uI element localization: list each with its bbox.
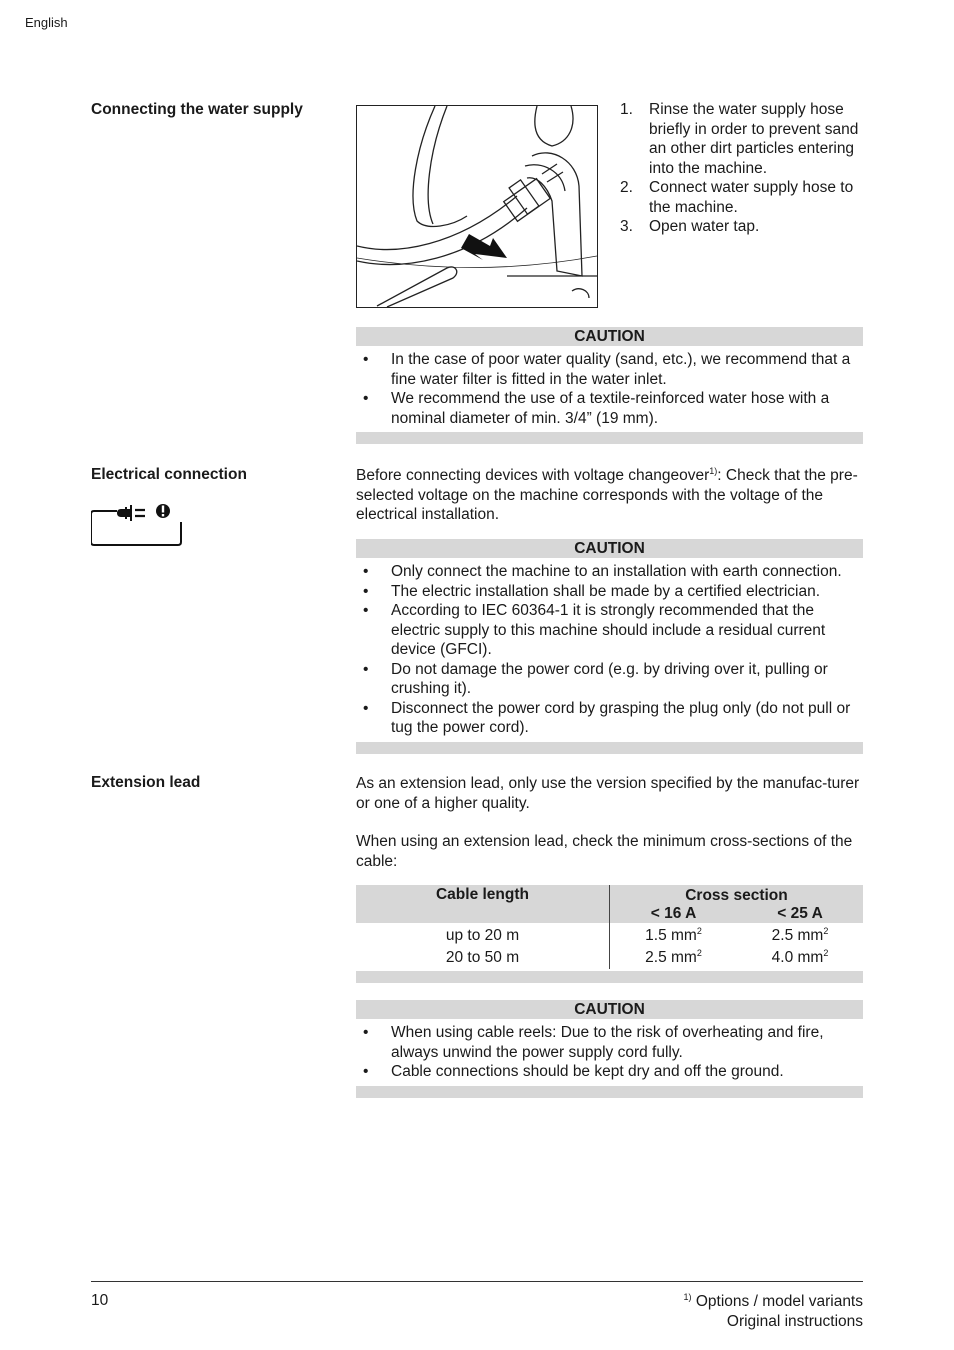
list-item: 3. Open water tap.	[620, 218, 760, 235]
caution-bottom-bar	[356, 1086, 863, 1098]
electrical-intro: Before connecting devices with voltage changeover$^{1)}$: Check that the pre-selected voltage on the machine corresponds with the voltage of the electrical installation.	[356, 466, 858, 523]
table-header-row	[356, 885, 863, 905]
list-item: • We recommend the use of a textile-reinforced water hose with a nominal diameter of min. 3/4” (19 mm).	[363, 390, 830, 427]
list-item: • In the case of poor water quality (sand, etc.), we recommend that a fine water filter is fitted in the water inlet.	[363, 351, 851, 388]
caution-list	[356, 346, 863, 432]
hose-connection-drawing	[357, 106, 597, 307]
caution-title: CAUTION	[356, 327, 863, 346]
section-heading-water-supply: Connecting the water supply	[91, 101, 303, 118]
list-item: • Do not damage the power cord (e.g. by driving over it, pulling or crushing it).	[363, 660, 828, 697]
arrow-icon	[461, 234, 507, 260]
section-heading-extension-lead: Extension lead	[91, 774, 201, 791]
list-item: • Disconnect the power cord by grasping the plug only (do not pull or tug the power cord).	[363, 699, 851, 736]
list-item: • Cable connections should be kept dry and off the ground.	[363, 1063, 784, 1080]
list-item: 2. Connect water supply hose to the machine.	[620, 179, 854, 216]
water-connection-illustration	[356, 105, 598, 308]
list-item: 1. Rinse the water supply hose briefly in order to prevent sand an other dirt particles entering into the machine.	[620, 101, 859, 177]
caution-box-electrical	[356, 539, 863, 754]
table-row: up to 20 m 1.5 $mm^2$ 2.5 $mm^2$	[356, 923, 863, 947]
caution-bottom-bar	[356, 432, 863, 444]
caution-title: CAUTION	[356, 539, 863, 558]
caution-box-extension	[356, 1000, 863, 1098]
extension-paragraph-2: When using an extension lead, check the minimum cross-sections of the cable:	[356, 833, 853, 870]
language-label: English	[25, 15, 68, 30]
cable-cross-section-table	[356, 885, 863, 983]
water-steps-list	[620, 100, 870, 237]
caution-title: CAUTION	[356, 1000, 863, 1019]
footnote: $^{1)}$ Options / model variants	[683, 1292, 863, 1310]
header-cable-length: Cable length	[356, 885, 610, 923]
list-item: • When using cable reels: Due to the risk of overheating and fire, always unwind the power supply cord fully.	[363, 1024, 824, 1061]
caution-list	[356, 1019, 863, 1086]
caution-bottom-bar	[356, 742, 863, 754]
section-heading-electrical: Electrical connection	[91, 466, 247, 483]
list-item: • According to IEC 60364-1 it is strongly recommended that the electric supply to this machine should include a residual current device (GFCI).	[363, 602, 826, 658]
header-cross-section: Cross section	[685, 887, 788, 904]
document-type: Original instructions	[726, 1313, 863, 1330]
caution-list	[356, 558, 863, 742]
plug-warning-icon	[91, 500, 183, 548]
header-16a: < 16 A	[650, 905, 697, 922]
table-bottom-bar	[356, 971, 863, 983]
extension-paragraph-1: As an extension lead, only use the version specified by the manufac-turer or one of a higher quality.	[356, 775, 860, 812]
footer-notes	[684, 1292, 863, 1332]
list-item: • The electric installation shall be made by a certified electrician.	[363, 582, 821, 600]
table-row: 20 to 50 m 2.5 $mm^2$ 4.0 $mm^2$	[356, 947, 863, 969]
list-item: • Only connect the machine to an installation with earth connection.	[363, 563, 842, 580]
header-25a: < 25 A	[777, 905, 823, 922]
footer-divider	[91, 1281, 863, 1282]
caution-box-water	[356, 327, 863, 444]
page-number: 10	[91, 1292, 109, 1309]
